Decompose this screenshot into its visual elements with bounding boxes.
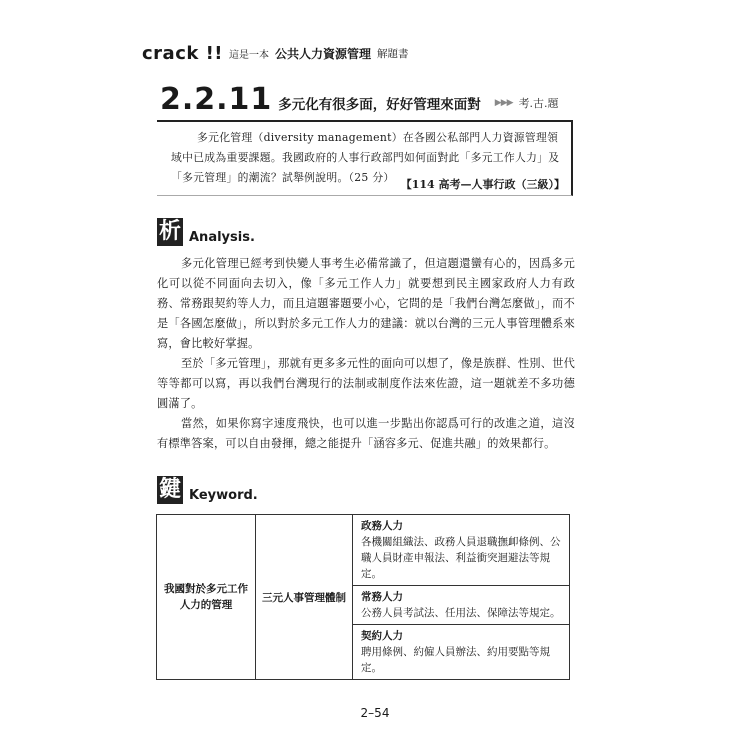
keyword-topic: 我國對於多元工作人力的管理 bbox=[157, 515, 256, 680]
keyword-table bbox=[156, 514, 570, 680]
question-source: 【114 高考—人事行政（三級）】 bbox=[400, 178, 565, 191]
keyword-cell bbox=[353, 625, 570, 680]
keyword-row-desc: 聘用條例、約僱人員辦法、約用要點等規定。 bbox=[361, 646, 550, 674]
question-text: 多元化管理（diversity management）在各國公私部門人力資源管理領域中已成為重要課題。我國政府的人事行政部門如何面對此「多元工作人力」及「多元管理」的潮流？試舉例說明。（25 分） bbox=[171, 131, 560, 184]
keyword-cell bbox=[353, 515, 570, 586]
table-row bbox=[157, 515, 570, 586]
brand-logo: crack !! bbox=[142, 42, 224, 64]
keyword-row-title: 常務人力 bbox=[361, 591, 403, 603]
analysis-heading bbox=[157, 218, 255, 246]
keyword-system: 三元人事管理體制 bbox=[256, 515, 353, 680]
keyword-char-badge: 鍵 bbox=[158, 477, 181, 502]
exam-tag: 考.古.題 bbox=[518, 96, 559, 110]
keyword-row-desc: 公務人員考試法、任用法、保障法等規定。 bbox=[361, 607, 561, 619]
analysis-char-badge: 析 bbox=[158, 219, 181, 244]
keyword-label: Keyword. bbox=[189, 488, 258, 503]
section-title: 多元化有很多面，好好管理來面對 bbox=[278, 96, 481, 113]
keyword-heading bbox=[157, 476, 258, 504]
question-box bbox=[157, 120, 573, 196]
analysis-paragraph-1: 多元化管理已經考到快變人事考生必備常識了，但這題還蠻有心的，因爲多元化可以從不同面向去切入，像「多元工作人力」就要想到民主國家政府人力有政務、常務跟契約等人力，而且這題審題要小心，它問的是「我們台灣怎麼做」，而不是「各國怎麼做」，所以對於多元工作人力的建議：就以台灣的三元人事管理體系來寫，會比較好掌握。 bbox=[157, 257, 575, 350]
keyword-row-desc: 各機關組織法、政務人員退職撫卹條例、公職人員財產申報法、利益衝突迴避法等規定。 bbox=[361, 536, 561, 580]
analysis-paragraph-3: 當然，如果你寫字速度飛快，也可以進一步點出你認爲可行的改進之道，這沒有標準答案，可以自由發揮，總之能提升「涵容多元、促進共融」的效果都行。 bbox=[157, 417, 575, 450]
arrows-icon: ▶▶▶ bbox=[494, 97, 513, 108]
book-title: 公共人力資源管理 bbox=[275, 46, 372, 61]
keyword-row-title: 契約人力 bbox=[361, 630, 403, 642]
analysis-body bbox=[157, 254, 575, 454]
page-number: 2–54 bbox=[360, 706, 390, 720]
analysis-label: Analysis. bbox=[189, 230, 255, 245]
running-header bbox=[142, 42, 409, 64]
section-number: 2.2.11 bbox=[160, 82, 273, 117]
header-suffix: 解題書 bbox=[377, 47, 409, 60]
section-heading bbox=[160, 82, 559, 117]
keyword-cell bbox=[353, 586, 570, 625]
keyword-row-title: 政務人力 bbox=[361, 520, 403, 532]
header-prefix: 這是一本 bbox=[229, 49, 270, 61]
analysis-paragraph-2: 至於「多元管理」，那就有更多多元性的面向可以想了，像是族群、性別、世代等等都可以寫，再以我們台灣現行的法制或制度作法來佐證，這一題就差不多功德圓滿了。 bbox=[157, 357, 575, 410]
